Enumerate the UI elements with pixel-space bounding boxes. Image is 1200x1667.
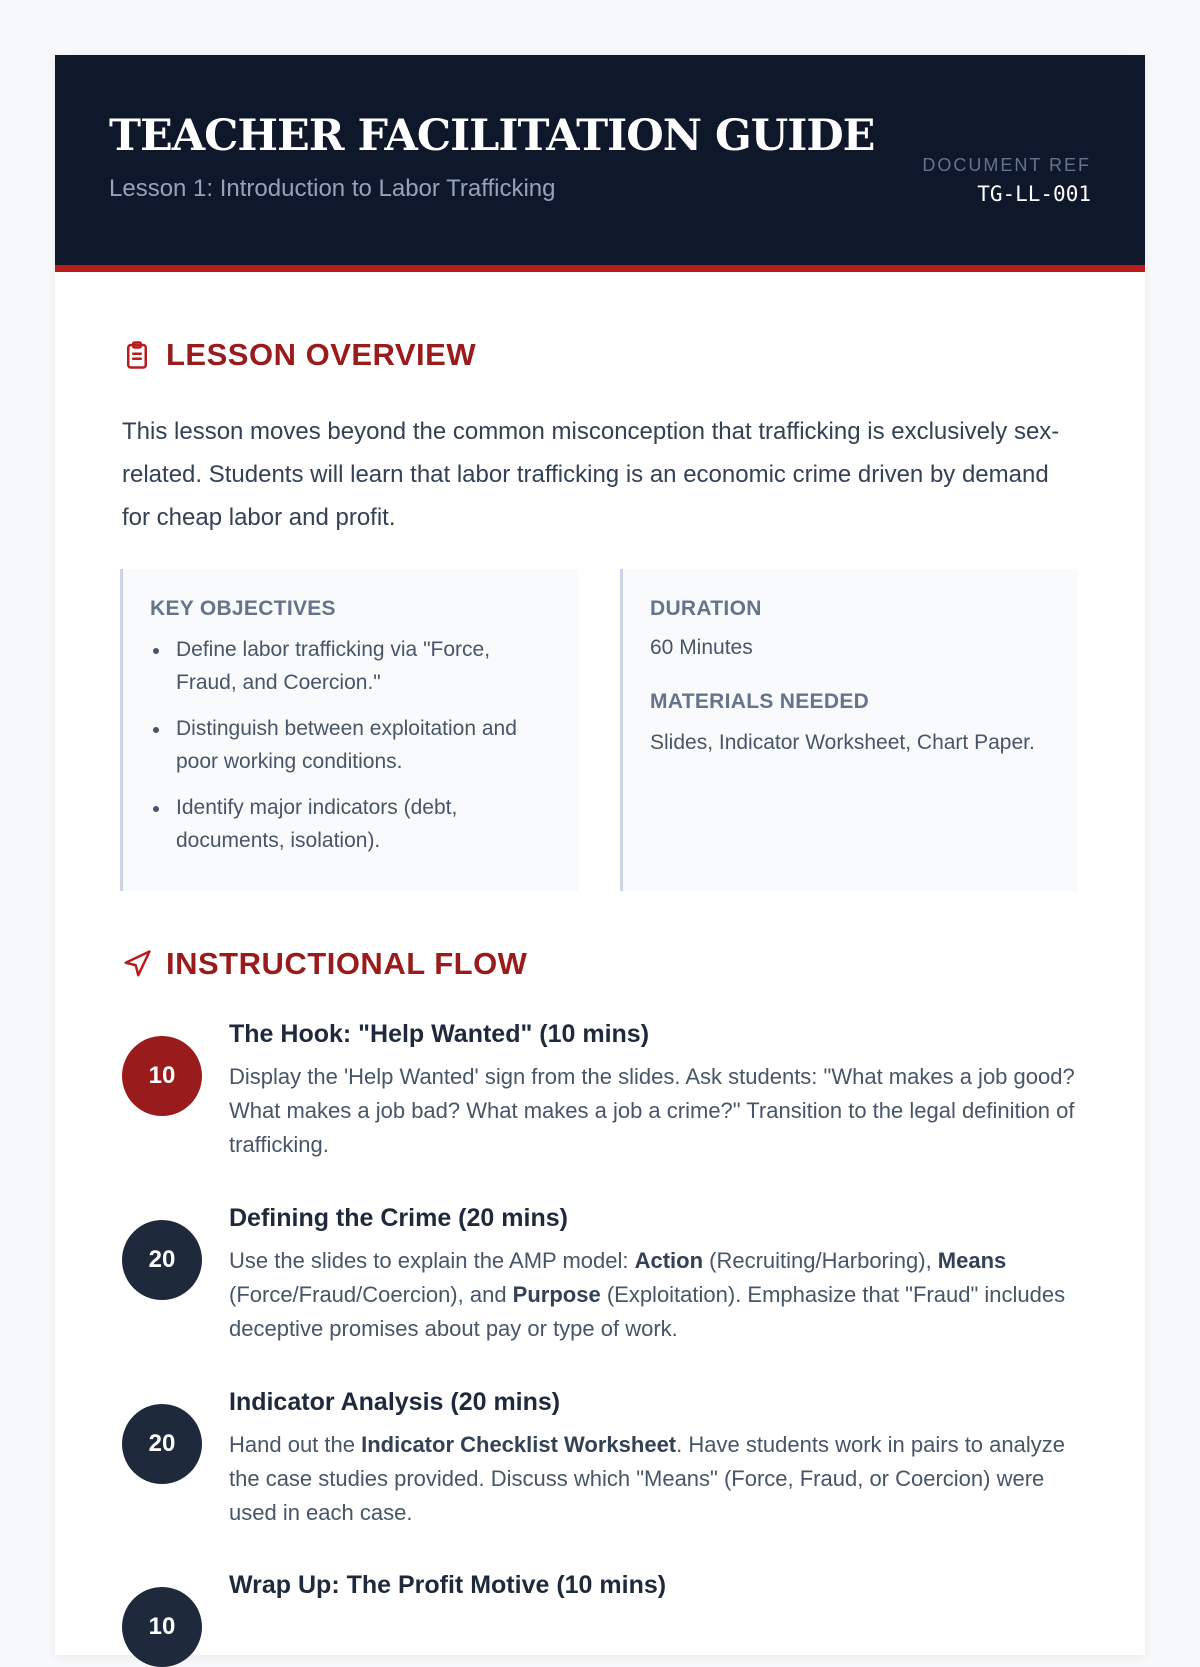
- materials-label: MATERIALS NEEDED: [650, 690, 870, 713]
- step-description: Display the 'Help Wanted' sign from the slides. Ask students: "What makes a job good? What makes a job bad? What makes a job a crime?" Transition to the legal definition of trafficking.: [229, 1064, 1075, 1157]
- details-box: [620, 569, 1078, 891]
- step-title: The Hook: "Help Wanted" (10 mins): [229, 1020, 650, 1048]
- document-ref-label: DOCUMENT REF: [922, 155, 1091, 175]
- step-title: Defining the Crime (20 mins): [229, 1204, 568, 1232]
- overview-paragraph: This lesson moves beyond the common misconception that trafficking is exclusively sex-related. Students will learn that labor trafficking is an economic crime driven by demand for cheap labor and profit.: [122, 418, 1060, 531]
- document-header: [55, 55, 1145, 272]
- step-duration-badge: 10: [122, 1036, 202, 1116]
- step-title: Indicator Analysis (20 mins): [229, 1388, 561, 1416]
- guide-document: [55, 55, 1145, 1655]
- step-duration-badge: 20: [122, 1404, 202, 1484]
- list-item: Define labor trafficking via "Force, Fraud, and Coercion.": [150, 633, 552, 699]
- lesson-overview-heading: [122, 337, 476, 373]
- step-description: Hand out the Indicator Checklist Worksheet. Have students work in pairs to analyze the case studies provided. Discuss which "Means" (Force, Fraud, or Coercion) were used in each case.: [229, 1432, 1065, 1525]
- step-duration-badge: 20: [122, 1220, 202, 1300]
- objectives-list: [150, 633, 552, 857]
- list-item: Identify major indicators (debt, documents, isolation).: [150, 791, 552, 857]
- step-duration-badge: 10: [122, 1587, 202, 1667]
- document-title: TEACHER FACILITATION GUIDE: [109, 111, 875, 161]
- step-description: Use the slides to explain the AMP model: Action (Recruiting/Harboring), Means (Force/Fraud/Coercion), and Purpose (Exploitation). Emphasize that "Fraud" includes deceptive promises about pay or type of work.: [229, 1248, 1066, 1341]
- document-ref-code: TG-LL-001: [977, 182, 1091, 206]
- section-title: INSTRUCTIONAL FLOW: [166, 946, 528, 981]
- duration-label: DURATION: [650, 597, 762, 620]
- section-title: LESSON OVERVIEW: [166, 337, 477, 372]
- document-subtitle: Lesson 1: Introduction to Labor Trafficking: [109, 175, 556, 202]
- clipboard-icon: [122, 340, 152, 370]
- list-item: Distinguish between exploitation and poor working conditions.: [150, 712, 552, 778]
- key-objectives-label: KEY OBJECTIVES: [150, 597, 336, 620]
- materials-value: Slides, Indicator Worksheet, Chart Paper.: [650, 731, 1035, 754]
- duration-value: 60 Minutes: [650, 636, 753, 659]
- step-title: Wrap Up: The Profit Motive (10 mins): [229, 1571, 667, 1599]
- navigation-icon: [122, 949, 152, 979]
- instructional-flow-heading: [122, 946, 527, 982]
- key-objectives-box: [120, 569, 578, 891]
